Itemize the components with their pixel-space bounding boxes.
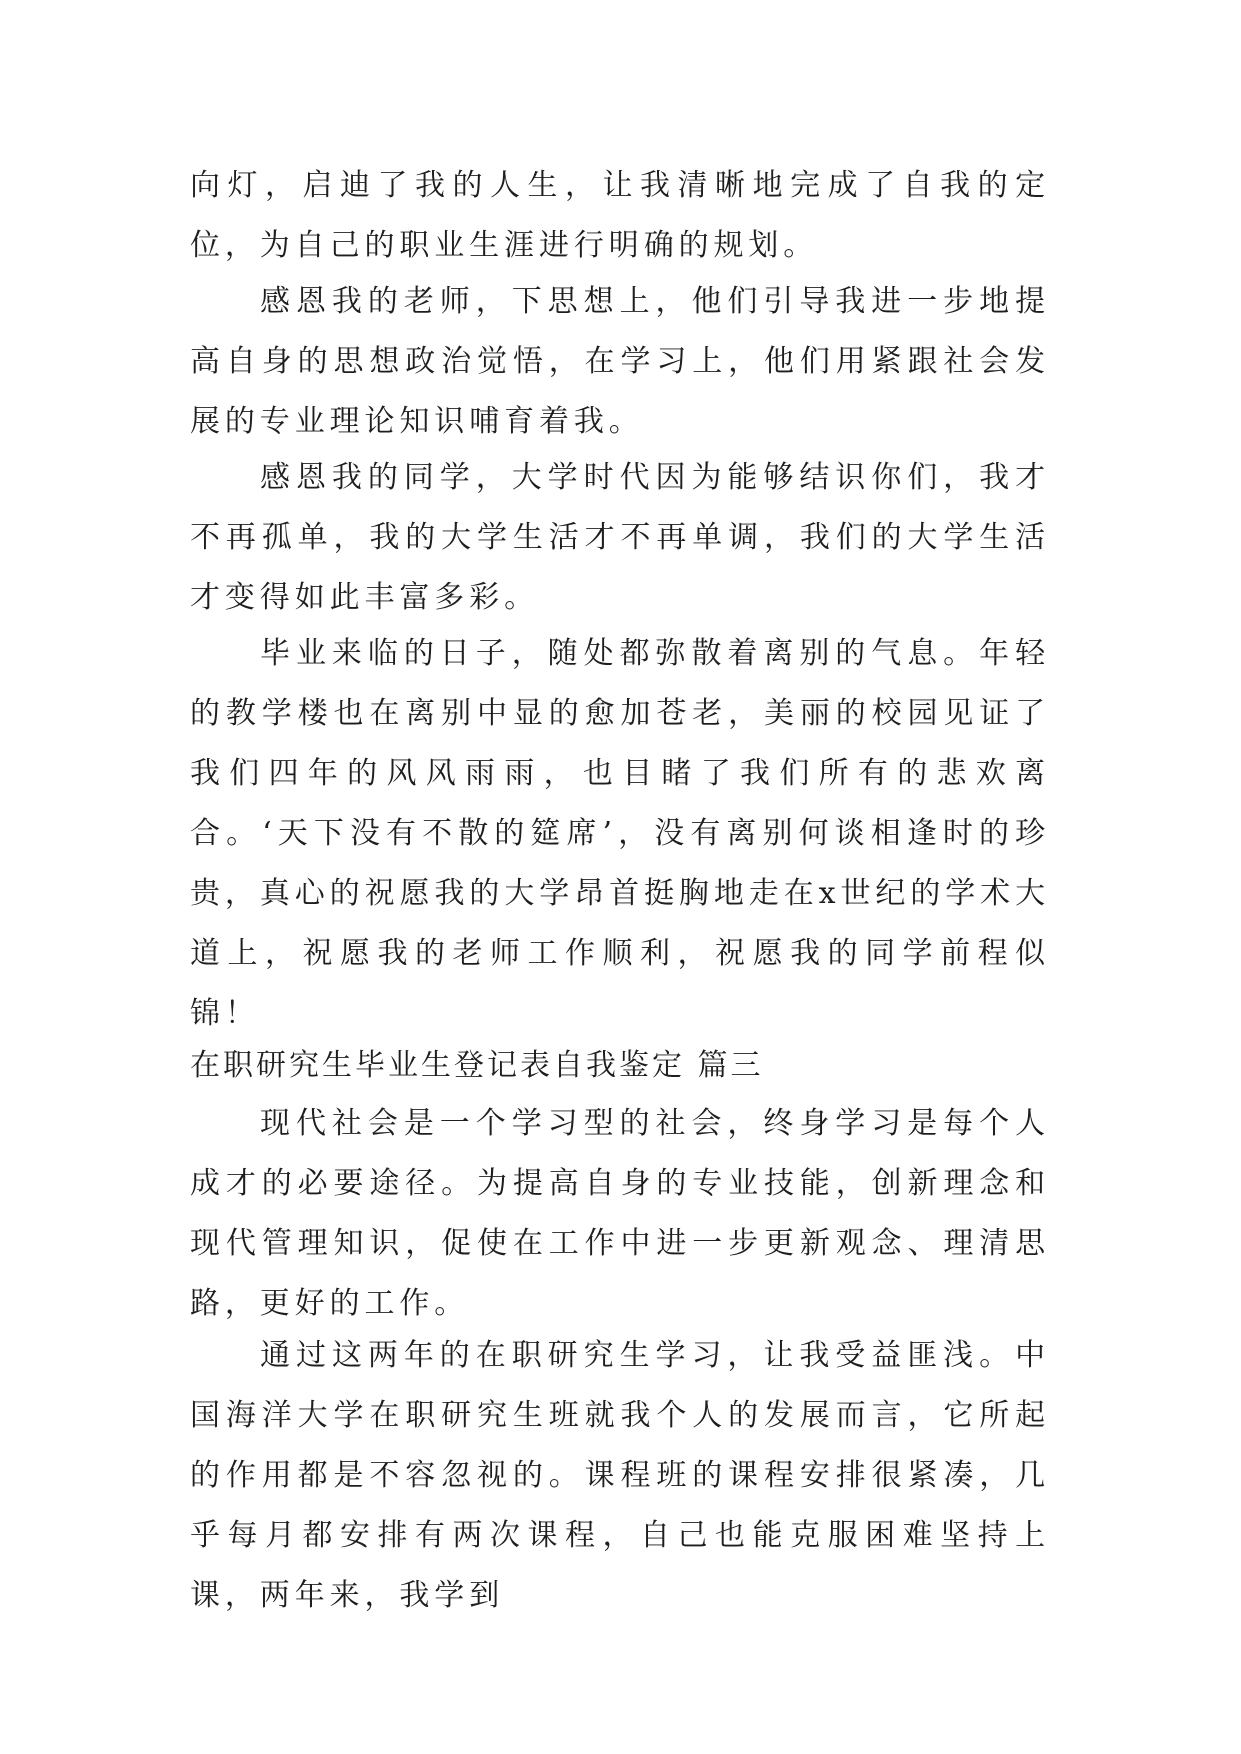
paragraph-thanks-classmates: 感恩我的同学，大学时代因为能够结识你们，我才不再孤单，我的大学生活才不再单调，我们的大学生活才变得如此丰富多彩。 [190, 460, 1050, 615]
paragraph-lifelong-learning: 现代社会是一个学习型的社会，终身学习是每个人成才的必要途径。为提高自身的专业技能，创新理念和现代管理知识，促使在工作中进一步更新观念、理清思路，更好的工作。 [190, 1106, 1050, 1321]
paragraph-graduation-farewell: 毕业来临的日子，随处都弥散着离别的气息。年轻的教学楼也在离别中显的愈加苍老，美丽的校园见证了我们四年的风风雨雨，也目睹了我们所有的悲欢离合。‘天下没有不散的筵席’，没有离别何谈相逢时的珍贵，真心的祝愿我的大学昂首挺胸地走在x世纪的学术大道上，祝愿我的老师工作顺利，祝愿我的同学前程似锦！ [190, 636, 1050, 1031]
paragraph-career-planning: 向灯，启迪了我的人生，让我清晰地完成了自我的定位，为自己的职业生涯进行明确的规划。 [190, 168, 1050, 263]
section-heading: 在职研究生毕业生登记表自我鉴定 篇三 [190, 1048, 764, 1083]
paragraph-thanks-teachers: 感恩我的老师，下思想上，他们引导我进一步地提高自身的思想政治觉悟，在学习上，他们用紧跟社会发展的专业理论知识哺育着我。 [190, 284, 1050, 439]
paragraph-study-experience: 通过这两年的在职研究生学习，让我受益匪浅。中国海洋大学在职研究生班就我个人的发展而言，它所起的作用都是不容忽视的。课程班的课程安排很紧凑，几乎每月都安排有两次课程，自己也能克服困难坚持上课，两年来，我学到 [190, 1338, 1050, 1613]
